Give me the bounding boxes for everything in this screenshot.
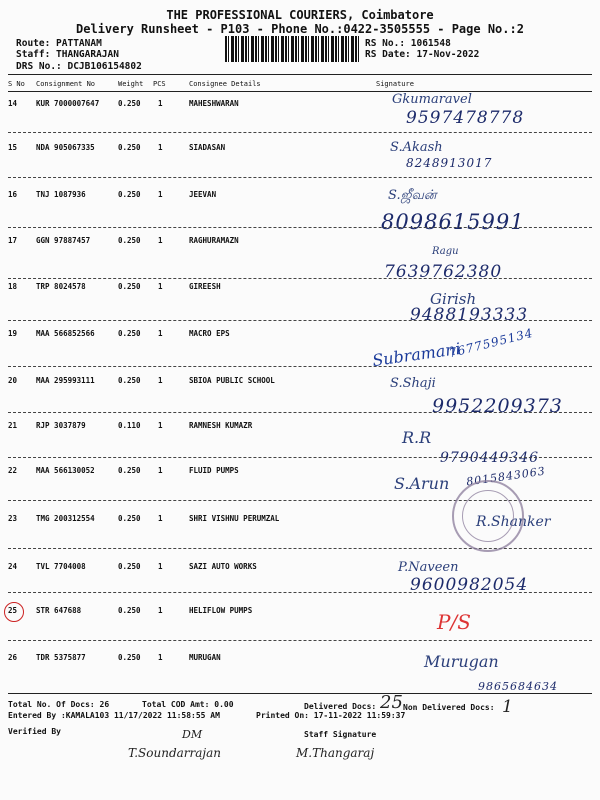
row-sno: 26 <box>8 653 18 662</box>
row-pcs: 1 <box>158 653 163 662</box>
row-weight: 0.110 <box>118 421 141 430</box>
row-weight: 0.250 <box>118 99 141 108</box>
drs-number: DRS No.: DCJB106154802 <box>16 61 142 72</box>
row-consignee: MURUGAN <box>189 653 221 662</box>
row-consignee: FLUID PUMPS <box>189 466 239 475</box>
row-consignee: SIADASAN <box>189 143 226 152</box>
entered-by: Entered By :KAMALA103 11/17/2022 11:58:55 AM <box>8 711 220 720</box>
row-sno: 18 <box>8 282 18 291</box>
row-pcs: 1 <box>158 143 163 152</box>
col-sno: S No <box>8 80 25 88</box>
col-weight: Weight <box>118 80 144 88</box>
row-sno: 19 <box>8 329 18 338</box>
table-row <box>0 653 600 673</box>
row-sno: 14 <box>8 99 18 108</box>
row-divider <box>8 548 592 549</box>
row-weight: 0.250 <box>118 606 141 615</box>
verified-by-label: Verified By <box>8 727 61 736</box>
signature-name: P.Naveen <box>398 560 459 575</box>
staff-signature: M.Thangaraj <box>296 746 375 760</box>
row-weight: 0.250 <box>118 653 141 662</box>
row-divider <box>8 177 592 178</box>
row-weight: 0.250 <box>118 562 141 571</box>
total-docs: Total No. Of Docs: 26 <box>8 700 110 709</box>
runsheet-subtitle: Delivery Runsheet - P103 - Phone No.:0422-3505555 - Page No.:2 <box>76 22 524 36</box>
table-row <box>0 606 600 626</box>
row-consignment: MAA 295993111 <box>36 376 95 385</box>
row-consignment: MAA 566852566 <box>36 329 95 338</box>
row-weight: 0.250 <box>118 143 141 152</box>
col-pcs: PCS <box>153 80 166 88</box>
row-consignment: NDA 905067335 <box>36 143 95 152</box>
row-sno: 22 <box>8 466 18 475</box>
signature-name: Murugan <box>424 652 499 671</box>
table-row <box>0 236 600 256</box>
staff-signature-label: Staff Signature <box>304 730 377 739</box>
divider <box>8 693 592 694</box>
row-pcs: 1 <box>158 190 163 199</box>
row-weight: 0.250 <box>118 329 141 338</box>
signature-name: S.Shaji <box>390 376 436 391</box>
row-divider <box>8 320 592 321</box>
row-consignee: RAMNESH KUMAZR <box>189 421 253 430</box>
row-consignment: STR 647688 <box>36 606 82 615</box>
row-divider <box>8 132 592 133</box>
row-consignment: GGN 97887457 <box>36 236 91 245</box>
row-sno: 17 <box>8 236 18 245</box>
row-consignment: TRP 8024578 <box>36 282 86 291</box>
staff-label: Staff: THANGARAJAN <box>16 49 119 60</box>
barcode <box>225 36 360 62</box>
signature-phone: 8098615991 <box>381 210 525 234</box>
signature-phone: 9865684634 <box>478 680 558 693</box>
row-consignment: TNJ 1087936 <box>36 190 86 199</box>
row-weight: 0.250 <box>118 466 141 475</box>
signature-name: S.Akash <box>390 140 443 155</box>
row-divider <box>8 592 592 593</box>
row-weight: 0.250 <box>118 190 141 199</box>
row-pcs: 1 <box>158 514 163 523</box>
ps-annotation: P/S <box>437 610 471 634</box>
rubber-stamp <box>452 480 524 552</box>
row-consignee: GIREESH <box>189 282 221 291</box>
signature-name: S.Arun <box>394 474 450 493</box>
row-pcs: 1 <box>158 329 163 338</box>
row-pcs: 1 <box>158 606 163 615</box>
row-divider <box>8 457 592 458</box>
row-sno: 24 <box>8 562 18 571</box>
row-pcs: 1 <box>158 466 163 475</box>
signature-phone: 8248913017 <box>406 156 493 170</box>
table-row <box>0 376 600 396</box>
delivered-docs-label: Delivered Docs: <box>304 702 377 711</box>
signature-name: Subramani <box>371 338 462 371</box>
divider <box>8 74 592 75</box>
row-consignee: SBIOA PUBLIC SCHOOL <box>189 376 275 385</box>
row-consignee: SHRI VISHNU PERUMZAL <box>189 514 280 523</box>
divider <box>8 91 592 92</box>
signature-phone: 9600982054 <box>410 575 529 595</box>
signature-phone: 7639762380 <box>384 262 503 282</box>
row-sno: 16 <box>8 190 18 199</box>
col-signature: Signature <box>376 80 414 88</box>
row-consignment: TMG 200312554 <box>36 514 95 523</box>
row-weight: 0.250 <box>118 514 141 523</box>
row-sno: 21 <box>8 421 18 430</box>
delivered-docs-value: 25 <box>380 692 403 713</box>
total-cod: Total COD Amt: 0.00 <box>142 700 234 709</box>
row-divider <box>8 640 592 641</box>
row-pcs: 1 <box>158 562 163 571</box>
rs-number: RS No.: 1061548 <box>365 38 451 49</box>
verifier-initials: DM <box>182 728 203 741</box>
table-row <box>0 143 600 163</box>
route-label: Route: PATTANAM <box>16 38 102 49</box>
non-delivered-value: 1 <box>502 697 513 717</box>
row-divider <box>8 412 592 413</box>
row-consignment: TDR 5375877 <box>36 653 86 662</box>
rs-date: RS Date: 17-Nov-2022 <box>365 49 480 60</box>
table-row <box>0 282 600 302</box>
non-delivered-label: Non Delivered Docs: <box>403 703 495 712</box>
verifier-signature: T.Soundarrajan <box>128 746 222 760</box>
printed-on: Printed On: 17-11-2022 11:59:37 <box>256 711 406 720</box>
row-sno: 15 <box>8 143 18 152</box>
signature-name: Ragu <box>432 246 459 257</box>
row-consignee: HELIFLOW PUMPS <box>189 606 253 615</box>
row-weight: 0.250 <box>118 376 141 385</box>
row-consignment: RJP 3037879 <box>36 421 86 430</box>
table-row <box>0 421 600 441</box>
signature-phone: 9790449346 <box>440 450 540 466</box>
row-divider <box>8 278 592 279</box>
col-consignee: Consignee Details <box>189 80 261 88</box>
signature-phone: 7677595134 <box>447 325 535 361</box>
row-consignee: RAGHURAMAZN <box>189 236 239 245</box>
row-divider <box>8 227 592 228</box>
row-pcs: 1 <box>158 282 163 291</box>
row-sno: 25 <box>8 606 18 615</box>
signature-name: S.ஜீவன் <box>388 188 437 203</box>
signature-name: R.R <box>402 428 432 447</box>
row-divider <box>8 366 592 367</box>
signature-phone: 9488193333 <box>410 305 529 325</box>
row-pcs: 1 <box>158 236 163 245</box>
row-sno: 20 <box>8 376 18 385</box>
row-consignment: KUR 7000007647 <box>36 99 100 108</box>
signature-name: Girish <box>430 290 477 308</box>
row-weight: 0.250 <box>118 236 141 245</box>
row-consignment: TVL 7704008 <box>36 562 86 571</box>
signature-name: R.Shanker <box>476 514 551 530</box>
signature-phone: 9952209373 <box>432 395 563 417</box>
row-consignee: SAZI AUTO WORKS <box>189 562 257 571</box>
row-pcs: 1 <box>158 99 163 108</box>
table-row <box>0 190 600 210</box>
row-sno: 23 <box>8 514 18 523</box>
col-consignment: Consignment No <box>36 80 96 88</box>
row-weight: 0.250 <box>118 282 141 291</box>
row-pcs: 1 <box>158 421 163 430</box>
signature-phone: 8015843063 <box>465 464 547 489</box>
row-consignee: MACRO EPS <box>189 329 230 338</box>
row-consignee: MAHESHWARAN <box>189 99 239 108</box>
company-title: THE PROFESSIONAL COURIERS, Coimbatore <box>166 8 434 22</box>
signature-name: Gkumaravel <box>392 92 472 107</box>
row-consignee: JEEVAN <box>189 190 217 199</box>
signature-phone: 9597478778 <box>406 108 525 128</box>
row-consignment: MAA 566130052 <box>36 466 95 475</box>
row-pcs: 1 <box>158 376 163 385</box>
stamp-inner-ring <box>462 490 514 542</box>
